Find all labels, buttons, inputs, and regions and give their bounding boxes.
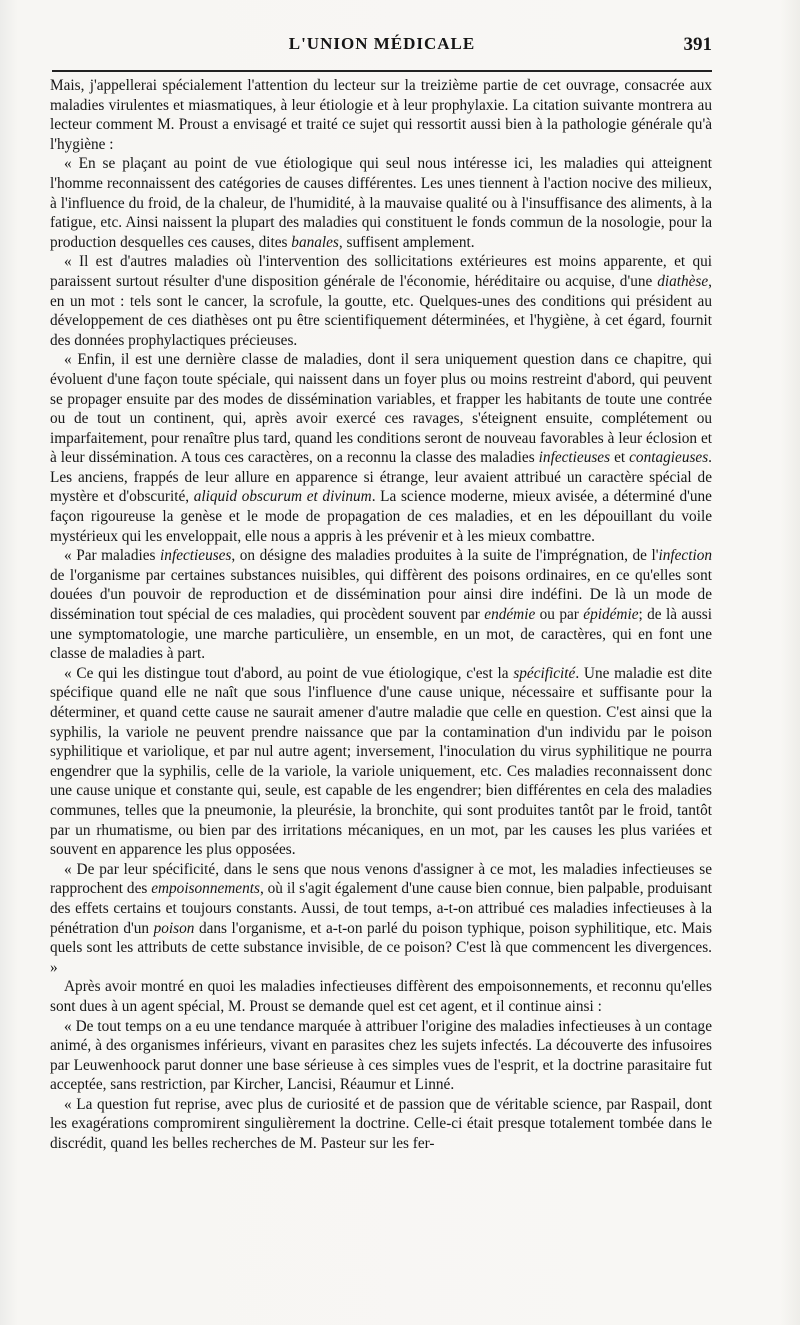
text-run: ; de là aussi une symptomatologie, une marche particulière, un ensemble, en un mot, de caractères, qui en font une classe de maladies à part.: [50, 606, 712, 663]
italic-run: diathèse: [657, 272, 709, 290]
text-run: , suffisent amplement.: [338, 233, 475, 251]
text-run: . La science moderne, mieux avisée, a déterminé d'une façon rigoureuse la genèse et le mode de propagation de ces maladies, et en les dépouillant du voile mystérieux qui les enveloppait, elle nous a appris à les prévenir et à les mieux combattre.: [50, 488, 712, 545]
text-run: et: [610, 449, 630, 467]
italic-run: contagieuses: [629, 449, 709, 467]
text-run: « Par maladies: [64, 547, 161, 565]
text-run: ou par: [535, 606, 584, 624]
text-run: « Enfin, il est une dernière classe de maladies, dont il sera uniquement question dans ce chapitre, qui évoluent d'une façon toute spéciale, qui naissent dans un foyer plus ou moins restreint d'abord, qui peuvent se propager ensuite par des modes de dissémination variables, et frapper les habitants de toute une contrée ou de tout un continent, qui, après avoir exercé ces ravages, s'éteignent ensuite, complétement ou imparfaitement, pour renaître plus tard, quand les conditions seront de nouveau favorables à leur éclosion et à leur dissémination. A tous ces caractères, on a reconnu la classe des maladies: [50, 351, 712, 467]
italic-run: endémie: [484, 606, 536, 624]
text-run: « En se plaçant au point de vue étiologique qui seul nous intéresse ici, les maladies qui atteignent l'homme reconnaissent des catégories de causes différentes. Les unes tiennent à l'action nocive des milieux, à l'influence du froid, de la chaleur, de l'humidité, à la mauvaise qualité ou à l'insuffisance des aliments, à la fatigue, etc. Ainsi naissent la plupart des maladies qui constituent le fonds commun de la nosologie, pour la production desquelles ces causes, dites: [50, 155, 712, 251]
page-header: [52, 34, 712, 58]
paragraph-p7: [50, 860, 712, 978]
page-number: 391: [683, 34, 712, 55]
paragraph-p8: [50, 977, 712, 1016]
paragraph-p9: [50, 1017, 712, 1095]
text-run: . Les anciens, frappés de leur allure en apparence si étrange, leur avaient attribué un caractère spécial de mystère et d'obscurité,: [50, 449, 712, 506]
italic-run: infection: [658, 547, 712, 565]
paragraph-p2: [50, 154, 712, 252]
text-run: dans l'organisme, et a-t-on parlé du poison typhique, poison syphilitique, etc. Mais quels sont les attributs de cette substance invisible, de ce poison? C'est là que commencent les divergences. »: [50, 919, 713, 976]
paragraph-p3: [50, 252, 712, 350]
paragraph-p4: [50, 350, 712, 546]
text-run: « Ce qui les distingue tout d'abord, au point de vue étiologique, c'est la: [64, 664, 514, 682]
text-run: . Une maladie est dite spécifique quand elle ne naît que sous l'influence d'une cause unique, nécessaire et suffisante pour la déterminer, et quand cette cause ne saurait amener d'autre maladie que celle en question. C'est ainsi que la syphilis, la variole ne peuvent prendre naissance que par la contamination d'un individu par le poison syphilitique et variolique, et par nul autre agent; inversement, l'inoculation du virus syphilitique ne pourra engendrer que la syphilis, celle de la variole, la variole uniquement, etc. Ces maladies reconnaissent donc une cause unique et constante qui, seule, est capable de les engendrer; bien différentes en cela des maladies communes, telles que la pneumonie, la pleurésie, la bronchite, qui sont produites tantôt par le froid, tantôt par un rhumatisme, ou bien par des irritations mécaniques, en un mot, par les causes les plus variées et souvent en apparence les plus opposées.: [50, 664, 712, 859]
italic-run: poison: [153, 919, 195, 937]
text-run: , où il s'agit également d'une cause bien connue, bien palpable, produisant des effets certains et toujours constants. Aussi, de tout temps, a-t-on attribué ces maladies infectieuses à la pénétration d'un: [50, 880, 712, 937]
text-run: Mais, j'appellerai spécialement l'attention du lecteur sur la treizième partie de cet ouvrage, consacrée aux maladies virulentes et miasmatiques, à leur étiologie et à leur prophylaxie. La citation suivante montrera au lecteur comment M. Proust a envisagé et traité ce sujet qui ressortit aussi bien à la pathologie générale qu'à l'hygiène :: [50, 77, 712, 153]
header-rule: [52, 70, 712, 72]
body-text: [50, 76, 712, 1154]
italic-run: banales: [291, 233, 339, 251]
italic-run: empoisonnements: [151, 880, 260, 898]
text-run: « De par leur spécificité, dans le sens que nous venons d'assigner à ce mot, les maladies infectieuses se rapprochent des: [50, 860, 712, 898]
paragraph-p1: [50, 76, 712, 154]
running-title: L'UNION MÉDICALE: [288, 34, 476, 53]
text-run: , en un mot : tels sont le cancer, la scrofule, la goutte, etc. Quelques-unes des conditions qui président au développement de ces diathèses ont pu être scientifiquement déterminées, et l'hygiène, à cet égard, fournit des données prophylactiques précieuses.: [50, 272, 712, 349]
italic-run: aliquid obscurum et divinum: [193, 488, 372, 506]
text-run: « Il est d'autres maladies où l'intervention des sollicitations extérieures est moins apparente, et qui paraissent surtout résulter d'une disposition générale de l'économie, héréditaire ou acquise, d'une: [50, 253, 712, 290]
text-run: de l'organisme par certaines substances nuisibles, qui diffèrent des poisons ordinaires, en ce qu'elles sont douées d'un pouvoir de reproduction et de dissémination pour ainsi dire indéfini. De là un mode de dissémination tout spécial de ces maladies, qui procèdent souvent par: [50, 566, 712, 624]
italic-run: infectieuses: [160, 547, 232, 565]
paragraph-p6: [50, 664, 712, 860]
text-run: , on désigne des maladies produites à la suite de l'imprégnation, de l': [231, 547, 659, 565]
italic-run: épidémie: [583, 606, 639, 624]
italic-run: infectieuses: [538, 449, 611, 467]
paragraph-p10: [50, 1095, 712, 1154]
paragraph-p5: [50, 546, 712, 664]
text-run: « La question fut reprise, avec plus de curiosité et de passion que de véritable science, par Raspail, dont les exagérations compromirent singulièrement la doctrine. Celle-ci était presque totalement tombée dans le discrédit, quand les belles recherches de M. Pasteur sur les fer-: [50, 1095, 712, 1153]
text-run: Après avoir montré en quoi les maladies infectieuses diffèrent des empoisonnements, et reconnu qu'elles sont dues à un agent spécial, M. Proust se demande quel est cet agent, et il continue ainsi :: [50, 978, 712, 1015]
italic-run: spécificité: [513, 664, 576, 682]
text-run: « De tout temps on a eu une tendance marquée à attribuer l'origine des maladies infectieuses à un contage animé, à des organismes inférieurs, vivant en parasites chez les sujets infectés. La découverte des infusoires par Leuwenhoock parut donner une base sérieuse à ces simples vues de l'esprit, et la doctrine parasitaire fut acceptée, sans restriction, par Kircher, Lancisi, Réaumur et Linné.: [50, 1017, 712, 1094]
